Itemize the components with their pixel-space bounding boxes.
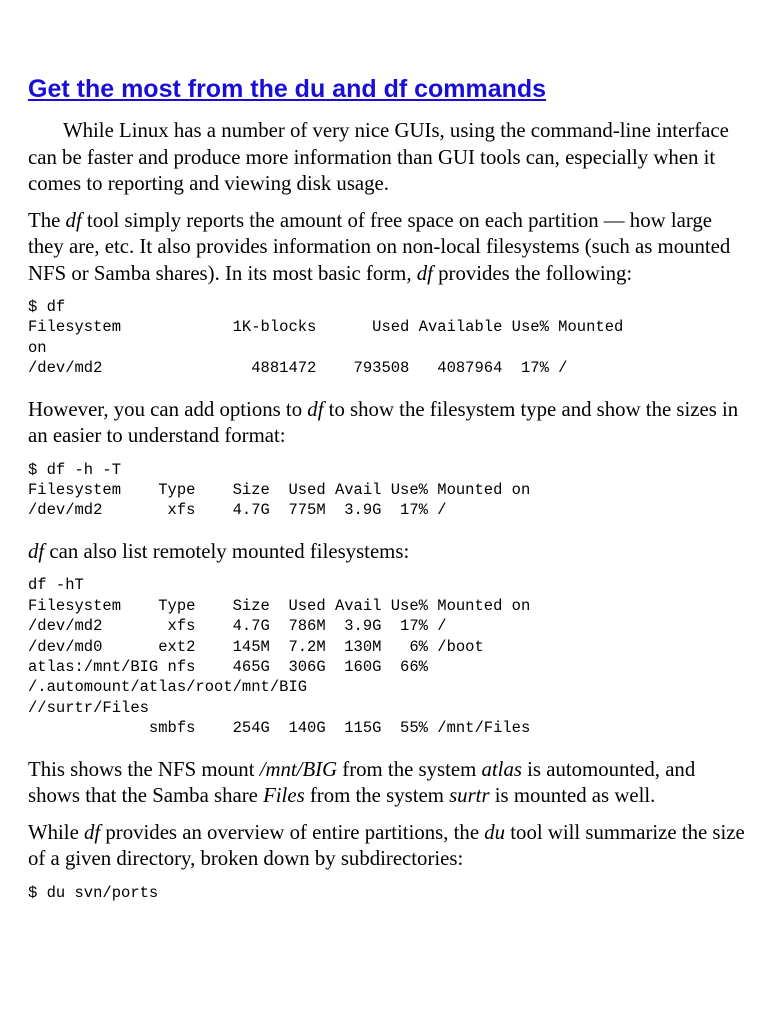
text-span: The bbox=[28, 208, 66, 232]
df-options-paragraph bbox=[28, 397, 748, 450]
system-surtr-term: surtr bbox=[449, 784, 490, 808]
code-block-df-ht: df -hT Filesystem Type Size Used Avail Use% Mounted on /dev/md2 xfs 4.7G 786M 3.9G 17% / /dev/md0 ext2 145M 7.2M 130M 6% /boot atlas:/mnt/BIG nfs 465G 306G 160G 66% /.automount/atlas/root/mnt/BIG //surtr/Files smbfs 254G 140G 115G 55% /mnt/Files bbox=[28, 576, 531, 738]
share-files-term: Files bbox=[263, 784, 305, 808]
code-block-df-h-t: $ df -h -T Filesystem Type Size Used Avail Use% Mounted on /dev/md2 xfs 4.7G 775M 3.9G 17% / bbox=[28, 460, 531, 520]
text-span: However, you can add options to bbox=[28, 397, 308, 421]
article-title bbox=[28, 74, 748, 104]
text-span: provides the following: bbox=[432, 261, 633, 285]
text-span: This shows the NFS mount bbox=[28, 757, 260, 781]
code-block-df: $ df Filesystem 1K-blocks Used Available Use% Mounted on /dev/md2 4881472 793508 4087964 17% / bbox=[28, 298, 624, 378]
du-paragraph bbox=[28, 820, 748, 873]
df-term: df bbox=[65, 208, 82, 232]
df-term: df bbox=[416, 261, 433, 285]
du-term: du bbox=[484, 820, 506, 844]
nfs-samba-paragraph bbox=[28, 757, 748, 810]
article bbox=[28, 74, 748, 921]
text-span: is mounted as well. bbox=[489, 784, 656, 808]
text-span: tool will summarize the size of a given directory, broken down by subdirectories: bbox=[28, 820, 745, 871]
system-atlas-term: atlas bbox=[481, 757, 522, 781]
text-span: to show the filesystem type and show the sizes in an easier to understand format: bbox=[28, 397, 739, 448]
text-span: from the system bbox=[304, 784, 450, 808]
mount-path-term: /mnt/BIG bbox=[259, 757, 338, 781]
df-description-paragraph bbox=[28, 208, 748, 288]
code-block-du: $ du svn/ports bbox=[28, 883, 159, 902]
article-title-link[interactable]: Get the most from the du and df commands bbox=[28, 75, 547, 103]
text-span: tool simply reports the amount of free space on each partition — how large they are, etc. It also provides information on non-local filesystems (such as mounted NFS or Samba shares). In its most basic form, bbox=[28, 208, 731, 285]
df-term: df bbox=[28, 539, 45, 563]
df-remote-paragraph bbox=[28, 539, 748, 566]
df-term: df bbox=[307, 397, 324, 421]
text-span: can also list remotely mounted filesystems: bbox=[44, 539, 410, 563]
df-term: df bbox=[84, 820, 101, 844]
text-span: While bbox=[28, 820, 85, 844]
intro-paragraph: While Linux has a number of very nice GUIs, using the command-line interface can be faster and produce more information than GUI tools can, especially when it comes to reporting and viewing disk usage. bbox=[28, 119, 729, 195]
text-span: from the system bbox=[337, 757, 482, 781]
text-span: is automounted, and shows that the Samba share bbox=[28, 757, 696, 808]
text-span: provides an overview of entire partitions, the bbox=[100, 820, 485, 844]
